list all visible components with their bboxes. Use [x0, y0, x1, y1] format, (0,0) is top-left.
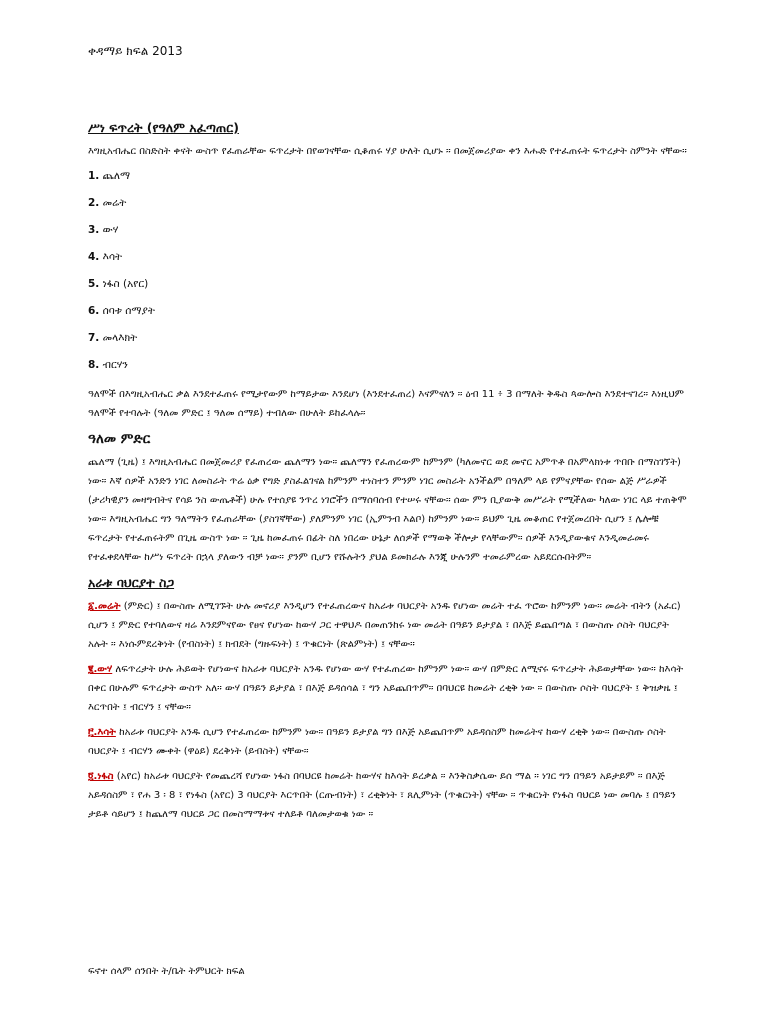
list-number: 5. [88, 278, 100, 290]
section-title-earth: ዓለመ ምድር [88, 431, 151, 447]
list-number: 2. [88, 197, 100, 209]
element-text: ከአራቱ ባህርያት አንዱ ሲሆን የተፈጠረው ከምንም ነው። በዓይን ይታያል ግን በእጅ አይጨበጥም አይዳሰስም ከመሬትና ከውሃ ረቂቅ ነው። በውስጡ ሶስት ባህርያት ፤ ብርሃን ሙቀት (ዋዕይ) ደረቅነት (ይብስት) ናቸው። [88, 727, 666, 757]
list-item [88, 169, 688, 183]
list-label: ውሃ [102, 224, 119, 236]
list-number: 8. [88, 359, 100, 371]
list-item [88, 358, 688, 372]
section-title-elements: አራቱ ባህርያተ ስጋ [88, 575, 175, 590]
list-item [88, 277, 688, 291]
element-term: ፫.እሳት [88, 727, 116, 738]
list-number: 1. [88, 170, 100, 182]
element-paragraph-water [88, 660, 688, 717]
list-label: ሰባቱ ሰማያት [102, 305, 155, 317]
list-label: እሳት [102, 251, 123, 263]
element-paragraph-wind [88, 767, 688, 824]
page-footer: ፍኖተ ሰላም ሰንበት ት/ቤት ትምህርት ክፍል [88, 966, 245, 977]
page-header: ቀዳማይ ክፍል 2013 [88, 44, 183, 58]
summary-paragraph: ዓለሞች በእግዚአብሔር ቃል እንደተፈጠሩ የሚታየውም ከማይታው እንደሆነ (እንደተፈጠረ) እናምናለን ። ዕብ 11 ፥ 3 በማለት ቅዱስ ጳውሎስ እንደተናገረ። እነዚህም ዓለሞች የተባሉት (ዓለመ ምድር ፤ ዓለመ ሰማይ) ተብለው በሁለት ይከፈላሉ። [88, 389, 684, 419]
list-item [88, 250, 688, 264]
list-label: መሬት [102, 197, 127, 209]
section-title-creation: ሥነ ፍጥረት (የዓለም አፈጣጠር) [88, 120, 239, 135]
element-text: (አየር) ከአራቱ ባህርያት የመጨረሻ የሆነው ነፋስ በባህርዩ ከመሬት ከውሃና ከእሳት ይረቃል ። እንቅስቃሴው ይሰ ማል ። ነገር ግን በዓይን አይታይም ። በእጅ አይዳሰስም ፣ የሐ 3 ፡ 8 ፣ የነፋስ (አየር) 3 ባህርያት እርጥበት (ርጡብነት) ፣ ረቂቅነት ፣ ጸሊምነት (ጥቁርነት) ናቸው ። ጥቁርነት የነፋስ ባህርይ ነው መባሉ ፤ በዓይን ታይቶ ሳይሆን ፤ ከጨለማ ባህርይ ጋር በመስማማቱና ተለይቶ ባለመታወቁ ነው ። [88, 771, 676, 820]
list-item [88, 331, 688, 345]
list-item [88, 304, 688, 318]
element-text: (ምድር) ፤ በውስጡ ለሚገኙት ሁሉ መኖሪያ እንዲሆን የተፈጠረውና ከአራቱ ባህርያት አንዱ የሆነው መሬት ተፈ ጥሮው ከምንም ነው። መሬት ብትን (አፈር) ሲሆን ፤ ምድር የተባለውና ዛሬ እንደምናየው የፀና የሆነው ከውሃ ጋር ተዋህዶ በመጠንከሩ ነው መሬት በዓይን ይታያል ፣ በእጅ ይጨበጣል ፣ በውስጡ ሶስት ባህርያት አሉት ። እነሱምደረቅነት (የብስነት) ፤ ክብደት (ግዙፍነት) ፤ ጥቁርነት (ጽልምነት) ፤ ናቸው። [88, 601, 681, 650]
element-term: ፩.መሬት [88, 601, 121, 612]
element-text: ለፍጥረታት ሁሉ ሕይወት የሆነውና ከአራቱ ባህርያት አንዱ የሆነው ውሃ የተፈጠረው ከምንም ነው። ውሃ በምድር ለሚኖሩ ፍጥረታት ሕይወታቸው ነው። ከእሳት በቀር በሁሉም ፍጥረታት ውስጥ አለ። ውሃ በዓይን ይታያል ፣ በእጅ ይዳሰሳል ፣ ግን አይጨበጥም። በባህርዩ ከመሬት ረቂቅ ነው ። በውስጡ ሶስት ባህርያት ፤ ቅዝቃዜ ፤ እርጥበት ፤ ብርሃን ፤ ናቸው። [88, 664, 684, 713]
list-number: 7. [88, 332, 100, 344]
element-term: ፬.ነፋስ [88, 771, 114, 782]
creation-list [88, 169, 688, 372]
list-number: 6. [88, 305, 100, 317]
element-term: ፪.ውሃ [88, 664, 113, 675]
element-paragraph-fire [88, 723, 688, 761]
list-label: ጨለማ [102, 170, 131, 182]
document-body [88, 120, 688, 830]
list-label: መላእክት [102, 332, 138, 344]
element-paragraph-earth [88, 597, 688, 654]
list-item [88, 196, 688, 210]
list-item [88, 223, 688, 237]
intro-paragraph: እግዚአብሔር በስድስት ቀናት ውስጥ የፈጠራቸው ፍጥረታት በየወገናቸው ሲቆጠሩ ሃያ ሁለት ሲሆኑ ። በመጀመሪያው ቀን እሑድ የተፈጠሩት ፍጥረታት ስምንት ናቸው። [88, 146, 687, 157]
list-number: 4. [88, 251, 100, 263]
list-label: ነፋስ (አየር) [102, 278, 149, 290]
darkness-paragraph: ጨለማ (ጊዜ) ፤ እግዚአብሔር በመጀመሪያ የፈጠረው ጨለማን ነው። ጨለማን የፈጠረውም ከምንም (ካለመኖር ወደ መኖር አምጥቶ በአምላክነቱ ጥበቡ በማስገኘት) ነው። እኛ ሰዎች አንድን ነገር ለመስራት ጥሬ ዕቃ የግድ ያስፈልገናል ከምንም ተነስተን ምንም ነገር መስራት አንችልም በዓለም ላይ የምናያቸው የሰው ልጅ ሥራዎች (ታሪካዊያን መዛግብትና የሳይ ንስ ውጤቶች) ሁሉ የተሰያዩ ንጥረ ነገሮችን በማሰባሰብ የተሠሩ ናቸው። ሰው ምን ቢያውቅ መሥራት የሚችለው ካለው ነገር ላይ ተጠቅሞ ነው። እግዚአብሔር ግን ዓለማትን የፈጠራቸው (ያስገኛቸው) ያለምንም ነገር (ኢምንብ እልቦ) ከምንም ነው። ይህም ጊዜ መቆጠር የተጀመረበት ሲሆን ፤ ሌሎቹ ፍጥረታት የተፈጠሩትም በጊዜ ውስጥ ነው ። ጊዜ ከመፈጠሩ በፊት ስለ ነበረው ሁኔታ ለሰዎች የማወቅ ችሎታ የላቸውም። ሰዎች እንዲያውቁና እንዲመራመሩ የተፈቀደላቸው ከሥነ ፍጥረት በኋላ ያለውን ብቻ ነው። ያንም ቢሆን የሹሉትን ያህል ይመክራሉ እንጂ ሁሉንም ተመራምረው አይደርሱበትም። [88, 457, 687, 563]
list-label: ብርሃን [102, 359, 128, 371]
list-number: 3. [88, 224, 100, 236]
